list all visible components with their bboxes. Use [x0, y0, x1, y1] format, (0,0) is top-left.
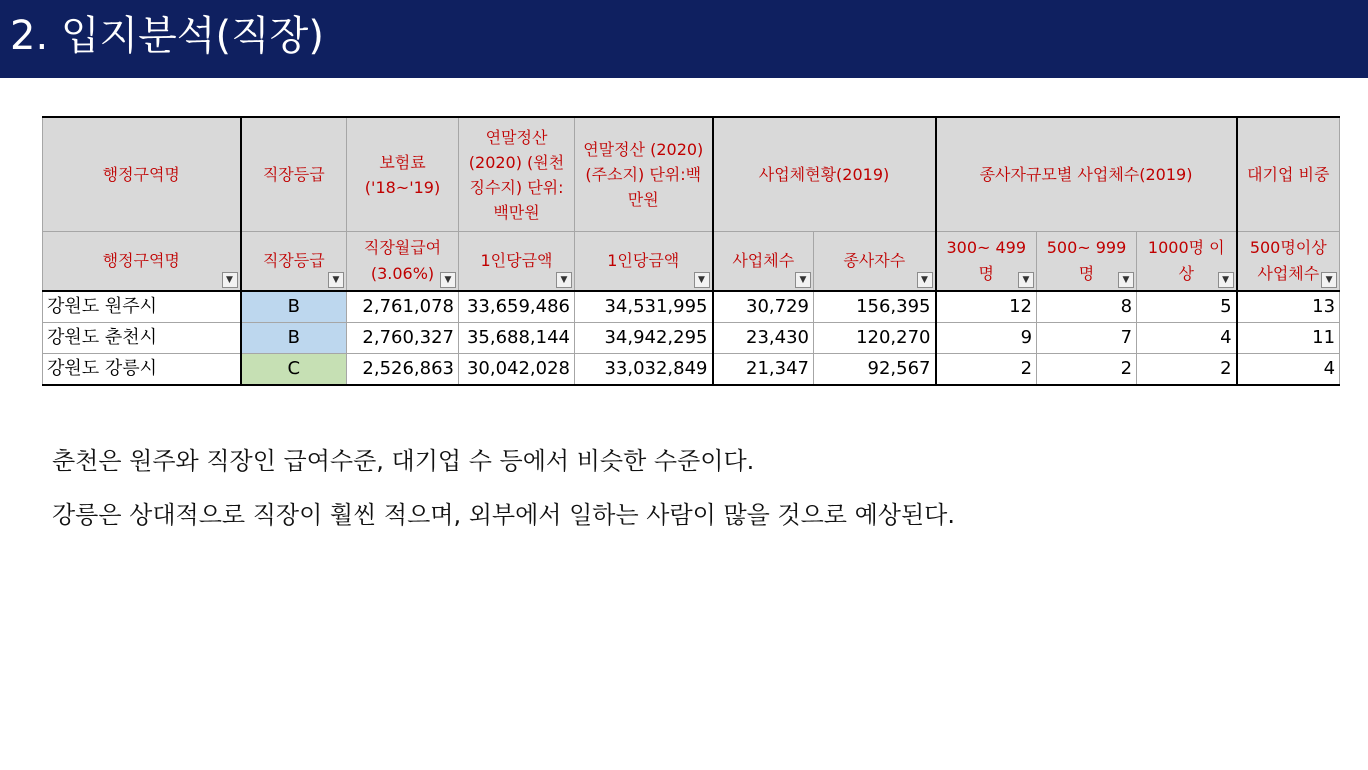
group-header-business: 사업체현황(2019) — [713, 117, 936, 232]
table-cell[interactable]: 92,567 — [814, 354, 936, 386]
table-cell[interactable]: 35,688,144 — [459, 323, 575, 354]
table-cell[interactable]: 4 — [1137, 323, 1237, 354]
filter-dropdown-icon[interactable]: ▼ — [440, 272, 456, 288]
table-cell[interactable]: 2,526,863 — [347, 354, 459, 386]
table-cell[interactable]: 2,760,327 — [347, 323, 459, 354]
table-cell[interactable]: 33,032,849 — [575, 354, 713, 386]
column-header-cell[interactable]: 1인당금액 ▼ — [575, 232, 713, 292]
column-header-cell[interactable]: 500~ 999명 ▼ — [1037, 232, 1137, 292]
filter-dropdown-icon[interactable]: ▼ — [1218, 272, 1234, 288]
table-cell[interactable]: 7 — [1037, 323, 1137, 354]
filter-dropdown-icon[interactable]: ▼ — [917, 272, 933, 288]
table-cell-grade[interactable]: C — [241, 354, 347, 386]
table-cell-region[interactable]: 강원도 강릉시 — [43, 354, 241, 386]
data-table — [42, 116, 1340, 386]
table-cell[interactable]: 30,042,028 — [459, 354, 575, 386]
table-cell-region[interactable]: 강원도 춘천시 — [43, 323, 241, 354]
table-cell[interactable]: 11 — [1237, 323, 1340, 354]
table-cell[interactable]: 2 — [936, 354, 1037, 386]
column-header-cell[interactable]: 직장월급여 (3.06%) ▼ — [347, 232, 459, 292]
table-cell[interactable]: 33,659,486 — [459, 291, 575, 323]
table-cell-region[interactable]: 강원도 원주시 — [43, 291, 241, 323]
column-header-cell[interactable]: 1인당금액 ▼ — [459, 232, 575, 292]
filter-dropdown-icon[interactable]: ▼ — [1118, 272, 1134, 288]
column-header-cell[interactable]: 직장등급 ▼ — [241, 232, 347, 292]
group-header-row — [43, 117, 1340, 232]
table-cell[interactable]: 156,395 — [814, 291, 936, 323]
table-row — [43, 291, 1340, 323]
group-header-large-ratio: 대기업 비중 — [1237, 117, 1340, 232]
group-header-tax-address: 연말정산 (2020) (주소지) 단위:백만원 — [575, 117, 713, 232]
table-cell[interactable]: 12 — [936, 291, 1037, 323]
table-cell[interactable]: 30,729 — [713, 291, 814, 323]
group-header-grade: 직장등급 — [241, 117, 347, 232]
table-row — [43, 354, 1340, 386]
column-header-cell[interactable]: 종사자수 ▼ — [814, 232, 936, 292]
filter-dropdown-icon[interactable]: ▼ — [328, 272, 344, 288]
column-header-cell[interactable]: 사업체수 ▼ — [713, 232, 814, 292]
title-bar — [0, 0, 1368, 78]
filter-dropdown-icon[interactable]: ▼ — [795, 272, 811, 288]
group-header-region: 행정구역명 — [43, 117, 241, 232]
group-header-size: 종사자규모별 사업체수(2019) — [936, 117, 1237, 232]
table-cell[interactable]: 13 — [1237, 291, 1340, 323]
filter-dropdown-icon[interactable]: ▼ — [556, 272, 572, 288]
table-cell[interactable]: 21,347 — [713, 354, 814, 386]
table-cell-grade[interactable]: B — [241, 291, 347, 323]
note-line-1: 춘천은 원주와 직장인 급여수준, 대기업 수 등에서 비슷한 수준이다. — [52, 447, 755, 475]
group-header-insurance: 보험료 ('18~'19) — [347, 117, 459, 232]
column-header-cell[interactable]: 1000명 이상 ▼ — [1137, 232, 1237, 292]
note-line-2: 강릉은 상대적으로 직장이 훨씬 적으며, 외부에서 일하는 사람이 많을 것으로 예상된다. — [52, 501, 955, 529]
column-header-cell[interactable]: 500명이상 사업체수 ▼ — [1237, 232, 1340, 292]
filter-dropdown-icon[interactable]: ▼ — [222, 272, 238, 288]
table-cell[interactable]: 2 — [1137, 354, 1237, 386]
table-cell[interactable]: 2 — [1037, 354, 1137, 386]
page-title: 2. 입지분석(직장) — [10, 13, 324, 59]
filter-dropdown-icon[interactable]: ▼ — [1321, 272, 1337, 288]
table-cell[interactable]: 120,270 — [814, 323, 936, 354]
table-cell[interactable]: 8 — [1037, 291, 1137, 323]
group-header-tax-source: 연말정산 (2020) (원천징수지) 단위:백만원 — [459, 117, 575, 232]
table-cell[interactable]: 2,761,078 — [347, 291, 459, 323]
column-header-cell[interactable]: 행정구역명 ▼ — [43, 232, 241, 292]
table-cell[interactable]: 34,531,995 — [575, 291, 713, 323]
column-header-row — [43, 232, 1340, 292]
table-cell[interactable]: 34,942,295 — [575, 323, 713, 354]
table-cell[interactable]: 23,430 — [713, 323, 814, 354]
filter-dropdown-icon[interactable]: ▼ — [694, 272, 710, 288]
table-cell[interactable]: 9 — [936, 323, 1037, 354]
filter-dropdown-icon[interactable]: ▼ — [1018, 272, 1034, 288]
table-cell-grade[interactable]: B — [241, 323, 347, 354]
column-header-cell[interactable]: 300~ 499명 ▼ — [936, 232, 1037, 292]
table-cell[interactable]: 5 — [1137, 291, 1237, 323]
table-row — [43, 323, 1340, 354]
table-cell[interactable]: 4 — [1237, 354, 1340, 386]
